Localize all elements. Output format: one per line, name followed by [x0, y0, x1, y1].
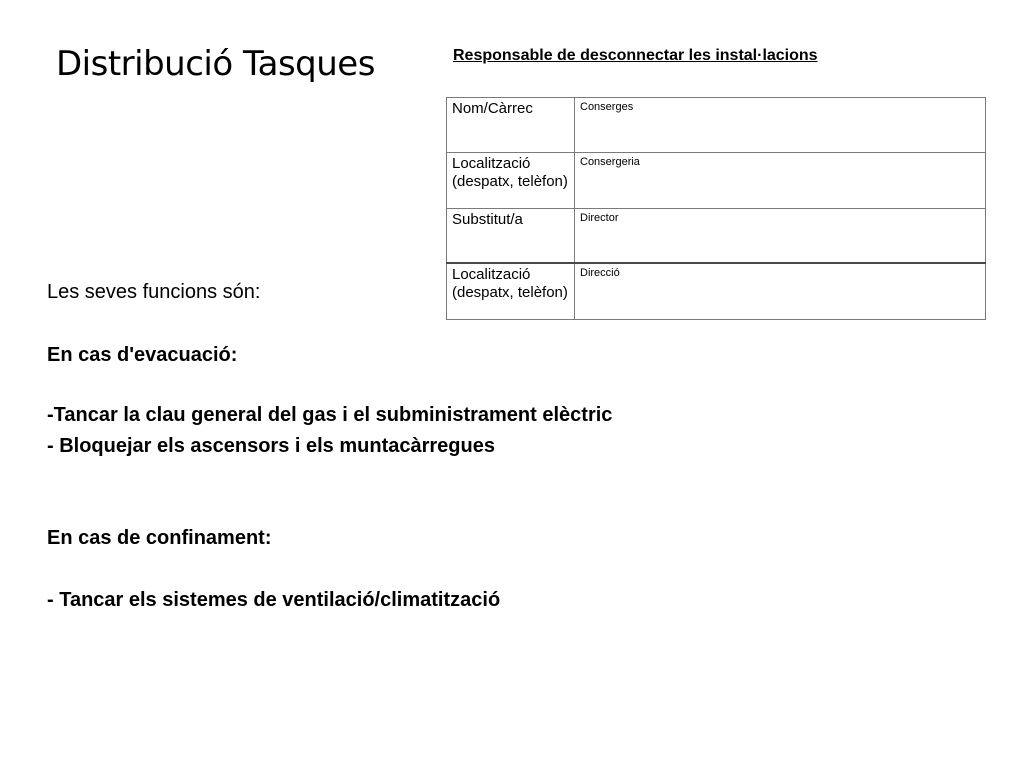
functions-intro: Les seves funcions són:: [47, 281, 261, 303]
row-value-location: Consergeria: [575, 153, 986, 209]
row-label-substitute: Substitut/a: [447, 209, 575, 264]
evacuation-heading: En cas d'evacuació:: [47, 344, 238, 366]
evacuation-item: - Bloquejar els ascensors i els muntacàrregues: [47, 435, 495, 457]
table-row: [447, 98, 986, 153]
confinement-item: - Tancar els sistemes de ventilació/climatització: [47, 589, 501, 611]
row-label-name-role: Nom/Càrrec: [447, 98, 575, 153]
table-row: [447, 153, 986, 209]
responsible-table: [446, 97, 986, 320]
table-row: [447, 263, 986, 320]
row-label-substitute-location: Localització (despatx, telèfon): [447, 263, 575, 320]
row-value-name-role: Conserges: [575, 98, 986, 153]
confinement-heading: En cas de confinament:: [47, 527, 272, 549]
row-label-location: Localització (despatx, telèfon): [447, 153, 575, 209]
row-value-substitute: Director: [575, 209, 986, 264]
responsible-panel-heading: Responsable de desconnectar les instal·lacions: [453, 47, 818, 64]
slide-title: Distribució Tasques: [56, 44, 375, 84]
table-row: [447, 209, 986, 264]
evacuation-item: -Tancar la clau general del gas i el subministrament elèctric: [47, 404, 613, 426]
row-value-substitute-location: Direcció: [575, 263, 986, 320]
